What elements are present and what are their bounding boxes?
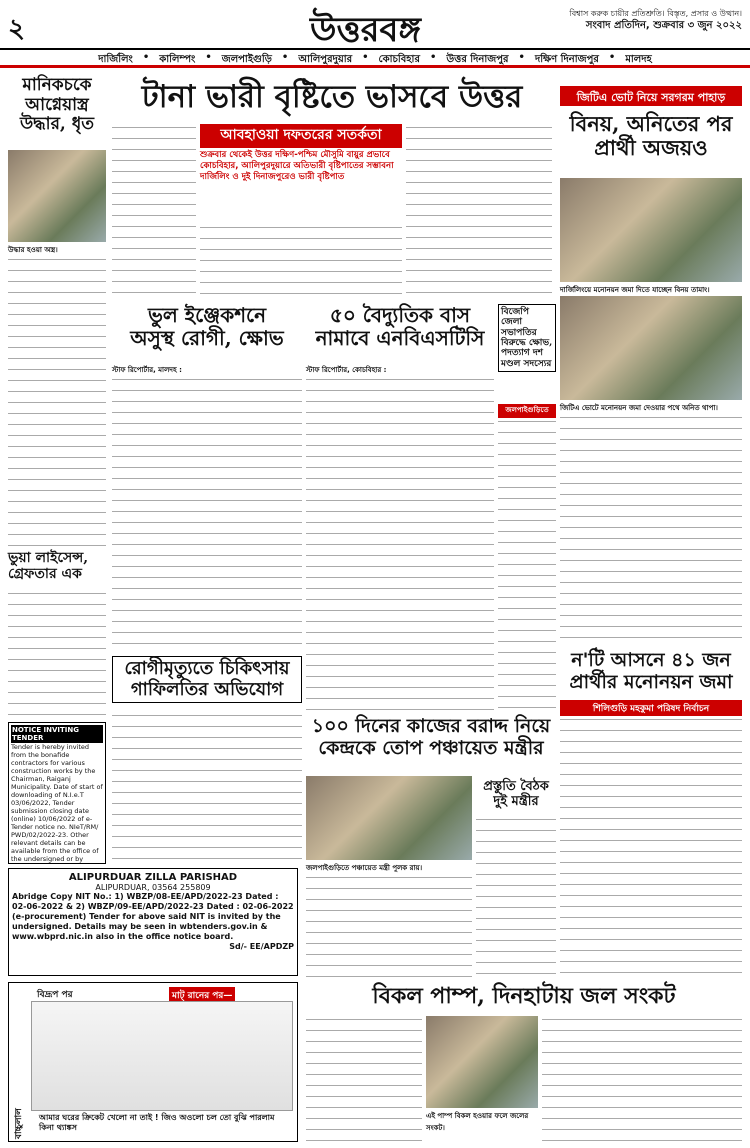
district-item[interactable]: আলিপুরদুয়ার [298,54,353,65]
gta-kicker: জিটিএ ভোট নিয়ে সরগরম পাহাড় [560,86,742,106]
death-body [112,712,302,862]
gta-headline: বিনয়, অনিতের পর প্রার্থী অজয়ও [569,111,733,161]
pump-headline: বিকল পাম্প, দিনহাটায় জল সংকট [372,983,676,1009]
prep-body [476,816,556,978]
hundred-body [306,874,472,978]
tender-notice-alipurduar: ALIPURDUAR ZILLA PARISHAD ALIPURDUAR, 03564 255809 Abridge Copy NIT No.: 1) WBZP/08-EE/APD/2022-23 Dated : 02-06-2022 & 2) WBZP/09-EE/APD/2022-23 Dated : 02-06-2022 (e-procurement) Tender for above said NIT is invited by the undersigned. Details may be seen in wbtenders.gov.in & www.wbprd.nic.in also in the office notice board. Sd/- EE/APDZP [8,868,298,976]
lead-bullets: শুক্রবার থেকেই উত্তর দক্ষিণ-পশ্চিম মৌসুমি বায়ুর প্রভাবে কোচবিহার, আলিপুরদুয়ারে অতিভারী বৃষ্টিপাতের সম্ভাবনা দার্জিলিং ও দুই দিনাজপুরেও ভারী বৃষ্টিপাত [200,150,394,182]
death-headline: রোগীমৃত্যুতে চিকিৎসায় গাফিলতির অভিযোগ [112,656,302,703]
nomination-body [560,716,742,978]
pump-photo [426,1016,538,1108]
page-number: ২ [8,14,25,44]
cartoon-col-title: বিদ্রূপ পর [37,990,73,1000]
weapons-photo [8,150,106,242]
gta-caption-2: জিটিএ ভোটে মনোনয়ন জমা দেওয়ার পথে অনিত থাপা। [560,404,718,412]
cartoon-strip-title: বাচ্চুলাল [14,1108,24,1139]
bus-body [306,376,494,712]
bus-dateline: স্টাফ রিপোর্টার, কোচবিহার : [306,366,387,374]
nomination-headline: ন'টি আসনে ৪১ জন প্রার্থীর মনোনয়ন জমা [569,649,733,693]
cartoon-title: মাট্ রানের পর— [169,987,235,1004]
injection-body [112,376,302,652]
hundred-headline: ১০০ দিনের কাজের বরাদ্দ নিয়ে কেন্দ্রকে তোপ পঞ্চায়েত মন্ত্রীর [311,715,551,759]
injection-headline: ভুল ইঞ্জেকশনে অসুস্থ রোগী, ক্ষোভ [130,303,284,350]
hundred-photo [306,776,472,860]
gta-photo-2 [560,296,742,400]
district-item[interactable]: উত্তর দিনাজপুর [446,54,509,65]
nomination-subhead: শিলিগুড়ি মহকুমা পরিষদ নির্বাচন [560,700,742,717]
district-item[interactable]: মালদহ [625,54,652,65]
left-story-headline: মানিকচকে আগ্নেয়াস্ত্র উদ্ধার, ধৃত [19,75,95,135]
prep-headline: প্রস্তুতি বৈঠক দুই মন্ত্রীর [483,779,549,809]
gta-body [560,414,742,646]
pump-body-col1 [306,1016,422,1142]
bjp-body [498,418,556,712]
tender-notice-raiganj: NOTICE INVITING TENDER Tender is hereby invited from the bonafide contractors for various construction works by the Chairman, Raiganj Municipality. Date of start of downloading of N.I.e.T 03/06/2022, Tender submission closing date (online) 10/06/2022 of e-Tender notice no. NIeT/RM/ PWD/02/2022-23. Other relevant details can be available from the office of the undersigned or by [8,722,106,864]
gta-caption-1: দার্জিলিংয়ে মনোনয়ন জমা দিতে যাচ্ছেন বিনয় তামাং। [560,286,710,294]
injection-dateline: স্টাফ রিপোর্টার, মালদহ : [112,366,182,374]
pump-caption: এই পাম্প বিকল হওয়ার ফলে জলের সংকট। [426,1112,529,1132]
lead-headline: টানা ভারী বৃষ্টিতে ভাসবে উত্তর [141,79,523,115]
cartoon-strip [8,982,298,1142]
section-title: উত্তরবঙ্গ [310,10,421,50]
lead-body-col2 [200,224,402,298]
cartoon-caption: আমার ঘরের ক্রিকেট খেলো না তাই ! জিও অওলো চল তো বুঝি পারলাম কিনা থ্যাঙ্কস [39,1113,275,1132]
license-body [8,590,106,718]
license-headline: ভুয়া লাইসেন্স, গ্রেফতার এক [8,550,89,583]
district-item[interactable]: দার্জিলিং [98,54,133,65]
cartoon-drawing [31,1001,293,1111]
district-item[interactable]: কোচবিহার [378,54,420,65]
district-item[interactable]: দক্ষিণ দিনাজপুর [534,54,599,65]
bus-headline: ৫০ বৈদ্যুতিক বাস নামাবে এনবিএসটিসি [315,303,485,350]
lead-subhead: আবহাওয়া দফতরের সতর্কতা [200,124,402,148]
hundred-caption: জলপাইগুড়িতে পঞ্চায়েত মন্ত্রী পুলক রায়। [306,864,423,872]
district-nav: দার্জিলিং • কালিম্পং • জলপাইগুড়ি • আলিপুরদুয়ার • কোচবিহার • উত্তর দিনাজপুর • দক্ষিণ দিনাজপুর • মালদহ [0,52,750,68]
district-item[interactable]: জলপাইগুড়ি [221,54,272,65]
district-item[interactable]: কালিম্পং [159,54,196,65]
left-story-body [8,256,106,548]
bjp-headline: বিজেপি জেলা সভাপতির বিরুদ্ধে ক্ষোভ, পদত্যাগ দশ মণ্ডল সদস্যের [498,304,556,372]
masthead-info: বিশ্বাস করুক চায়ীর প্রতিশ্রুতি। বিস্তৃত, প্রসার ও উত্থান। সংবাদ প্রতিদিন, শুক্রবার ৩ জুন ২০২২ [569,9,742,31]
lead-body-col1 [112,124,196,298]
lead-body-col3 [406,124,552,298]
bjp-tag: জলপাইগুড়িতে [498,404,556,428]
masthead [0,0,750,50]
weapons-caption: উদ্ধার হওয়া অস্ত্র। [8,246,58,254]
pump-body-col2 [542,1016,742,1142]
gta-photo-1 [560,178,742,282]
